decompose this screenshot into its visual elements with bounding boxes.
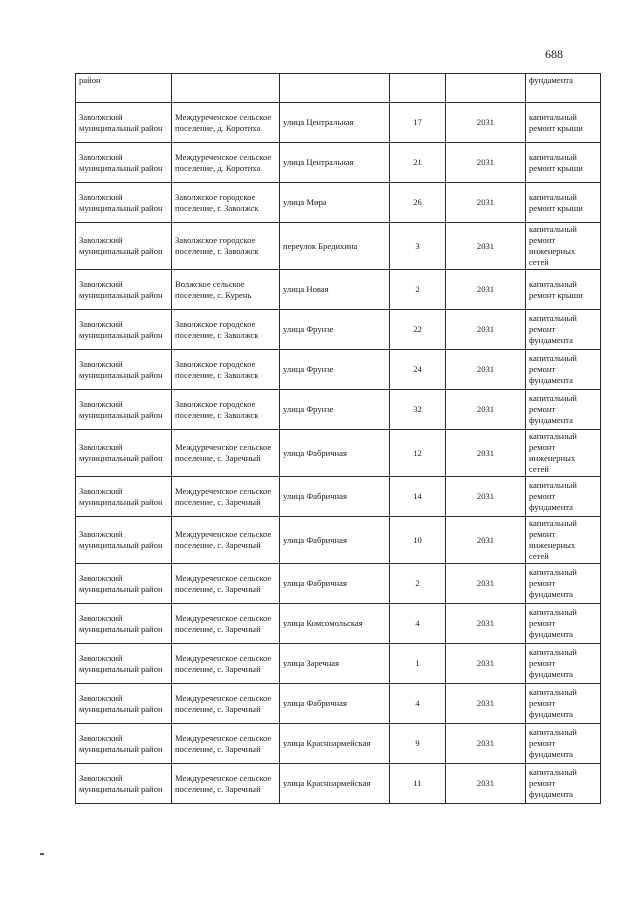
- work-type-cell: капитальный ремонт фундамента: [526, 684, 601, 724]
- settlement-cell: Заволжское городское поселение, г. Заволжск: [172, 310, 280, 350]
- table-row: [76, 350, 601, 390]
- year-cell: 2031: [446, 103, 526, 143]
- house-number-cell: 2: [390, 270, 446, 310]
- district-cell: Заволжский муниципальный район: [76, 764, 172, 804]
- street-cell: улица Фрунзе: [280, 310, 390, 350]
- house-number-cell: 2: [390, 564, 446, 604]
- district-cell: Заволжский муниципальный район: [76, 310, 172, 350]
- settlement-cell: Междуреченское сельское поселение, с. Заречный: [172, 764, 280, 804]
- table-row: [76, 564, 601, 604]
- continuation-row: [76, 74, 601, 103]
- settlement-cell: Междуреченское сельское поселение, с. Заречный: [172, 564, 280, 604]
- street-cell: улица Мира: [280, 183, 390, 223]
- housing-repair-table: [75, 73, 601, 804]
- settlement-cell: Междуреченское сельское поселение, д. Коротиха: [172, 103, 280, 143]
- year-cell: 2031: [446, 564, 526, 604]
- year-cell: [446, 74, 526, 103]
- scan-mark: [40, 853, 44, 855]
- street-cell: улица Красноармейская: [280, 724, 390, 764]
- work-type-cell: капитальный ремонт фундамента: [526, 350, 601, 390]
- house-number-cell: [390, 74, 446, 103]
- year-cell: 2031: [446, 724, 526, 764]
- table-row: [76, 103, 601, 143]
- house-number-cell: 9: [390, 724, 446, 764]
- year-cell: 2031: [446, 270, 526, 310]
- year-cell: 2031: [446, 390, 526, 430]
- street-cell: улица Фабричная: [280, 430, 390, 477]
- settlement-cell: Междуреченское сельское поселение, с. Заречный: [172, 644, 280, 684]
- house-number-cell: 12: [390, 430, 446, 477]
- settlement-cell: Заволжское городское поселение, г. Заволжск: [172, 350, 280, 390]
- work-type-cell: капитальный ремонт крыши: [526, 103, 601, 143]
- street-cell: переулок Бредихина: [280, 223, 390, 270]
- work-type-cell: капитальный ремонт фундамента: [526, 604, 601, 644]
- street-cell: улица Фабричная: [280, 517, 390, 564]
- table-row: [76, 183, 601, 223]
- street-cell: улица Фрунзе: [280, 390, 390, 430]
- work-type-cell: капитальный ремонт фундамента: [526, 310, 601, 350]
- table-row: [76, 143, 601, 183]
- street-cell: улица Комсомольская: [280, 604, 390, 644]
- settlement-cell: Волжское сельское поселение, с. Курень: [172, 270, 280, 310]
- table-row: [76, 390, 601, 430]
- settlement-cell: Заволжское городское поселение, г. Заволжск: [172, 223, 280, 270]
- table-row: [76, 477, 601, 517]
- district-cell: Заволжский муниципальный район: [76, 223, 172, 270]
- table-row: [76, 430, 601, 477]
- settlement-cell: Заволжское городское поселение, г. Заволжск: [172, 183, 280, 223]
- house-number-cell: 3: [390, 223, 446, 270]
- year-cell: 2031: [446, 430, 526, 477]
- district-cell: Заволжский муниципальный район: [76, 270, 172, 310]
- work-type-cell: капитальный ремонт инженерных сетей: [526, 430, 601, 477]
- settlement-cell: Междуреченское сельское поселение, с. Заречный: [172, 430, 280, 477]
- work-type-cell: капитальный ремонт инженерных сетей: [526, 223, 601, 270]
- year-cell: 2031: [446, 517, 526, 564]
- table-row: [76, 684, 601, 724]
- house-number-cell: 22: [390, 310, 446, 350]
- house-number-cell: 10: [390, 517, 446, 564]
- district-cell: Заволжский муниципальный район: [76, 143, 172, 183]
- table-row: [76, 764, 601, 804]
- year-cell: 2031: [446, 604, 526, 644]
- work-type-cell: капитальный ремонт инженерных сетей: [526, 517, 601, 564]
- settlement-cell: Междуреченское сельское поселение, с. Заречный: [172, 604, 280, 644]
- street-cell: улица Фабричная: [280, 477, 390, 517]
- year-cell: 2031: [446, 684, 526, 724]
- table-row: [76, 644, 601, 684]
- work-type-cell: фундамента: [526, 74, 601, 103]
- street-cell: улица Фрунзе: [280, 350, 390, 390]
- district-cell: район: [76, 74, 172, 103]
- house-number-cell: 17: [390, 103, 446, 143]
- work-type-cell: капитальный ремонт крыши: [526, 270, 601, 310]
- district-cell: Заволжский муниципальный район: [76, 564, 172, 604]
- house-number-cell: 26: [390, 183, 446, 223]
- house-number-cell: 4: [390, 684, 446, 724]
- house-number-cell: 24: [390, 350, 446, 390]
- street-cell: улица Фабричная: [280, 684, 390, 724]
- work-type-cell: капитальный ремонт крыши: [526, 183, 601, 223]
- table-row: [76, 223, 601, 270]
- table-body: [76, 74, 601, 804]
- house-number-cell: 21: [390, 143, 446, 183]
- district-cell: Заволжский муниципальный район: [76, 724, 172, 764]
- house-number-cell: 11: [390, 764, 446, 804]
- house-number-cell: 1: [390, 644, 446, 684]
- district-cell: Заволжский муниципальный район: [76, 103, 172, 143]
- street-cell: улица Красноармейская: [280, 764, 390, 804]
- street-cell: улица Новая: [280, 270, 390, 310]
- district-cell: Заволжский муниципальный район: [76, 644, 172, 684]
- year-cell: 2031: [446, 143, 526, 183]
- year-cell: 2031: [446, 477, 526, 517]
- table-row: [76, 604, 601, 644]
- district-cell: Заволжский муниципальный район: [76, 684, 172, 724]
- table-row: [76, 270, 601, 310]
- year-cell: 2031: [446, 310, 526, 350]
- work-type-cell: капитальный ремонт фундамента: [526, 764, 601, 804]
- street-cell: улица Центральная: [280, 143, 390, 183]
- district-cell: Заволжский муниципальный район: [76, 604, 172, 644]
- settlement-cell: Междуреченское сельское поселение, с. Заречный: [172, 724, 280, 764]
- district-cell: Заволжский муниципальный район: [76, 183, 172, 223]
- district-cell: Заволжский муниципальный район: [76, 477, 172, 517]
- year-cell: 2031: [446, 644, 526, 684]
- work-type-cell: капитальный ремонт фундамента: [526, 390, 601, 430]
- street-cell: улица Заречная: [280, 644, 390, 684]
- year-cell: 2031: [446, 223, 526, 270]
- house-number-cell: 32: [390, 390, 446, 430]
- year-cell: 2031: [446, 350, 526, 390]
- work-type-cell: капитальный ремонт фундамента: [526, 477, 601, 517]
- table-row: [76, 517, 601, 564]
- street-cell: [280, 74, 390, 103]
- settlement-cell: [172, 74, 280, 103]
- district-cell: Заволжский муниципальный район: [76, 517, 172, 564]
- street-cell: улица Фабричная: [280, 564, 390, 604]
- settlement-cell: Заволжское городское поселение, г. Заволжск: [172, 390, 280, 430]
- district-cell: Заволжский муниципальный район: [76, 350, 172, 390]
- street-cell: улица Центральная: [280, 103, 390, 143]
- house-number-cell: 4: [390, 604, 446, 644]
- page-number: 688: [545, 47, 563, 61]
- year-cell: 2031: [446, 183, 526, 223]
- house-number-cell: 14: [390, 477, 446, 517]
- settlement-cell: Междуреченское сельское поселение, с. Заречный: [172, 684, 280, 724]
- table-row: [76, 310, 601, 350]
- settlement-cell: Междуреченское сельское поселение, с. Заречный: [172, 477, 280, 517]
- settlement-cell: Междуреченское сельское поселение, с. Заречный: [172, 517, 280, 564]
- table-row: [76, 724, 601, 764]
- district-cell: Заволжский муниципальный район: [76, 390, 172, 430]
- settlement-cell: Междуреченское сельское поселение, д. Коротиха: [172, 143, 280, 183]
- district-cell: Заволжский муниципальный район: [76, 430, 172, 477]
- work-type-cell: капитальный ремонт крыши: [526, 143, 601, 183]
- work-type-cell: капитальный ремонт фундамента: [526, 724, 601, 764]
- year-cell: 2031: [446, 764, 526, 804]
- work-type-cell: капитальный ремонт фундамента: [526, 564, 601, 604]
- work-type-cell: капитальный ремонт фундамента: [526, 644, 601, 684]
